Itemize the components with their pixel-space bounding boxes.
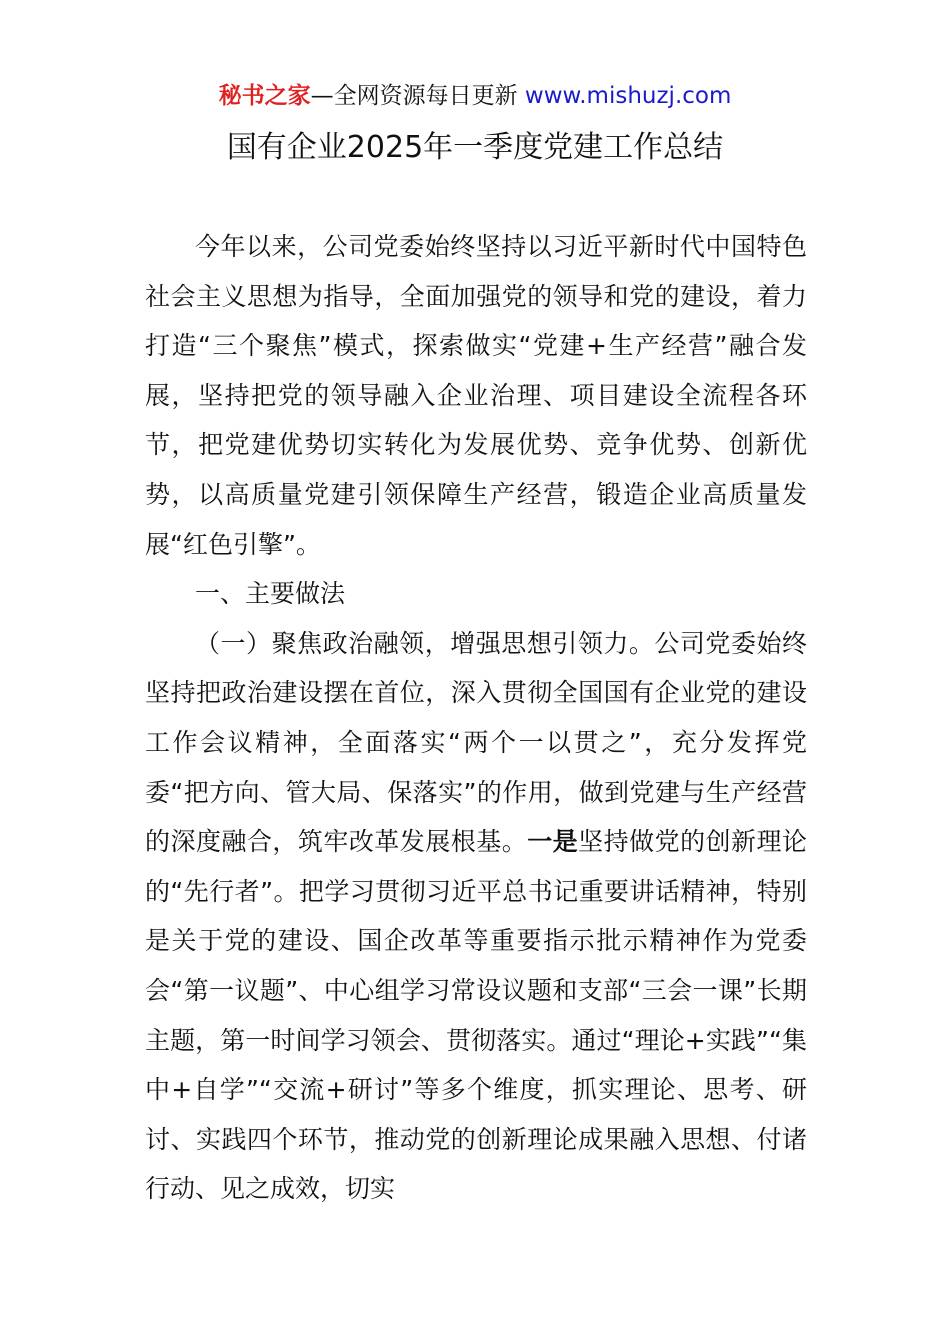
site-header: [0, 80, 950, 112]
intro-paragraph: 今年以来，公司党委始终坚持以习近平新时代中国特色社会主义思想为指导，全面加强党的领导和党的建设，着力打造“三个聚焦”模式，探索做实“党建+生产经营”融合发展，坚持把党的领导融入企业治理、项目建设全流程各环节，把党建优势切实转化为发展优势、竞争优势、创新优势，以高质量党建引领保障生产经营，锻造企业高质量发展“红色引擎”。: [145, 232, 807, 559]
point-marker: 一是: [527, 827, 579, 857]
subsection-text-b: 坚持做党的创新理论的“先行者”。把学习贯彻习近平总书记重要讲话精神，特别是关于党的建设、国企改革等重要指示批示精神作为党委会“第一议题”、中心组学习常设议题和支部“三会一课”长期主题，第一时间学习领会、贯彻落实。通过“理论+实践”“集中+自学”“交流+研讨”等多个维度，抓实理论、思考、研讨、实践四个环节，推动党的创新理论成果融入思想、付诸行动、见之成效，切实: [145, 827, 807, 1204]
site-url-link[interactable]: www.mishuzj.com: [524, 83, 732, 109]
subsection-paragraph: [145, 619, 807, 1214]
header-tagline: —全网资源每日更新: [310, 83, 518, 109]
brand-name: 秘书之家: [218, 83, 311, 109]
document-body: [145, 222, 807, 1214]
section-heading: 一、主要做法: [195, 579, 346, 609]
document-title: 国有企业2025年一季度党建工作总结: [226, 130, 724, 165]
subsection-text-a: （一）聚焦政治融领，增强思想引领力。公司党委始终坚持把政治建设摆在首位，深入贯彻全国国有企业党的建设工作会议精神，全面落实“两个一以贯之”，充分发挥党委“把方向、管大局、保落实”的作用，做到党建与生产经营的深度融合，筑牢改革发展根基。: [145, 628, 807, 857]
